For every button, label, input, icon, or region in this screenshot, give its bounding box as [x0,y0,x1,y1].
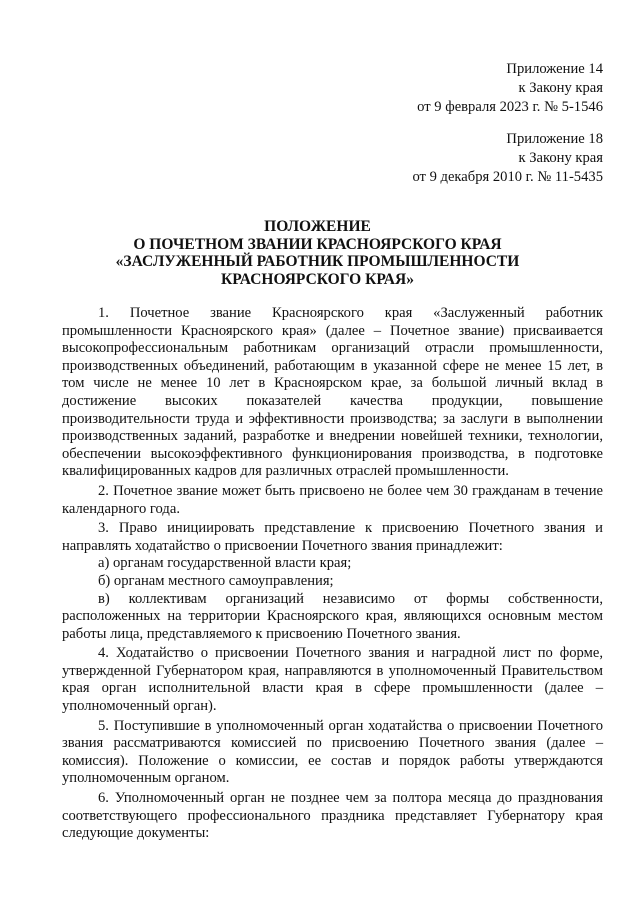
appendix-law-ref: к Закону края [518,80,603,96]
paragraph-3-item-c: в) коллективам организаций независимо от формы собственности, расположенных на территории Красноярского края, являющихся основным местом работы лица, представляемого к присвоению Почетного звания. [62,590,603,642]
document-body [62,305,603,843]
title-line: О ПОЧЕТНОМ ЗВАНИИ КРАСНОЯРСКОГО КРАЯ [133,235,502,253]
appendix-number: Приложение 14 [506,61,603,77]
paragraph-6: 6. Уполномоченный орган не позднее чем за полтора месяца до празднования соответствующего профессионального праздника представляет Губернатору края следующие документы: [62,790,603,842]
appendix-number: Приложение 18 [506,131,603,147]
title-line: КРАСНОЯРСКОГО КРАЯ» [221,270,414,288]
paragraph-3-item-b: б) органам местного самоуправления; [98,572,334,589]
appendix-law-date: от 9 февраля 2023 г. № 5-1546 [417,99,603,115]
paragraph-2: 2. Почетное звание может быть присвоено не более чем 30 гражданам в течение календарного года. [62,482,603,517]
paragraph-3-item-a: а) органам государственной власти края; [98,555,352,572]
paragraph-4: 4. Ходатайство о присвоении Почетного звания и наградной лист по форме, утвержденной Губернатором края, направляются в уполномоченный Правительством края орган исполнительной власти края в сфере промышленности (далее – уполномоченный орган). [62,645,603,715]
paragraph-5: 5. Поступившие в уполномоченный орган ходатайства о присвоении Почетного звания рассматриваются комиссией по присвоению Почетного звания (далее – комиссия). Положение о комиссии, ее состав и порядок работы утверждаются уполномоченным органом. [62,717,603,787]
title-line: «ЗАСЛУЖЕННЫЙ РАБОТНИК ПРОМЫШЛЕННОСТИ [115,253,520,270]
paragraph-1: 1. Почетное звание Красноярского края «Заслуженный работник промышленности Красноярского края» (далее – Почетное звание) присваивается высокопрофессиональным работникам организаций отрасли промышленности, производственных объединений, работающим в указанной сфере не менее 15 лет, в том числе не менее 10 лет в Красноярском крае, за большой личный вклад в достижение высоких показателей качества продукции, повышение производительности труда и эффективности производства; за заслуги в выполнении производственных заданий, разработке и внедрении новейшей техники, технологии, обеспечении высокоэффективного функционирования производства, в подготовке квалифицированных кадров для различных отраслей промышленности. [62,305,603,480]
document-title [0,218,635,288]
appendix-header-current [417,60,603,117]
appendix-header-original [412,130,603,187]
title-line: ПОЛОЖЕНИЕ [264,218,371,235]
paragraph-3: 3. Право инициировать представление к присвоению Почетного звания и направлять ходатайство о присвоении Почетного звания принадлежит: [62,520,603,554]
appendix-law-ref: к Закону края [518,150,603,166]
appendix-law-date: от 9 декабря 2010 г. № 11-5435 [412,169,603,185]
